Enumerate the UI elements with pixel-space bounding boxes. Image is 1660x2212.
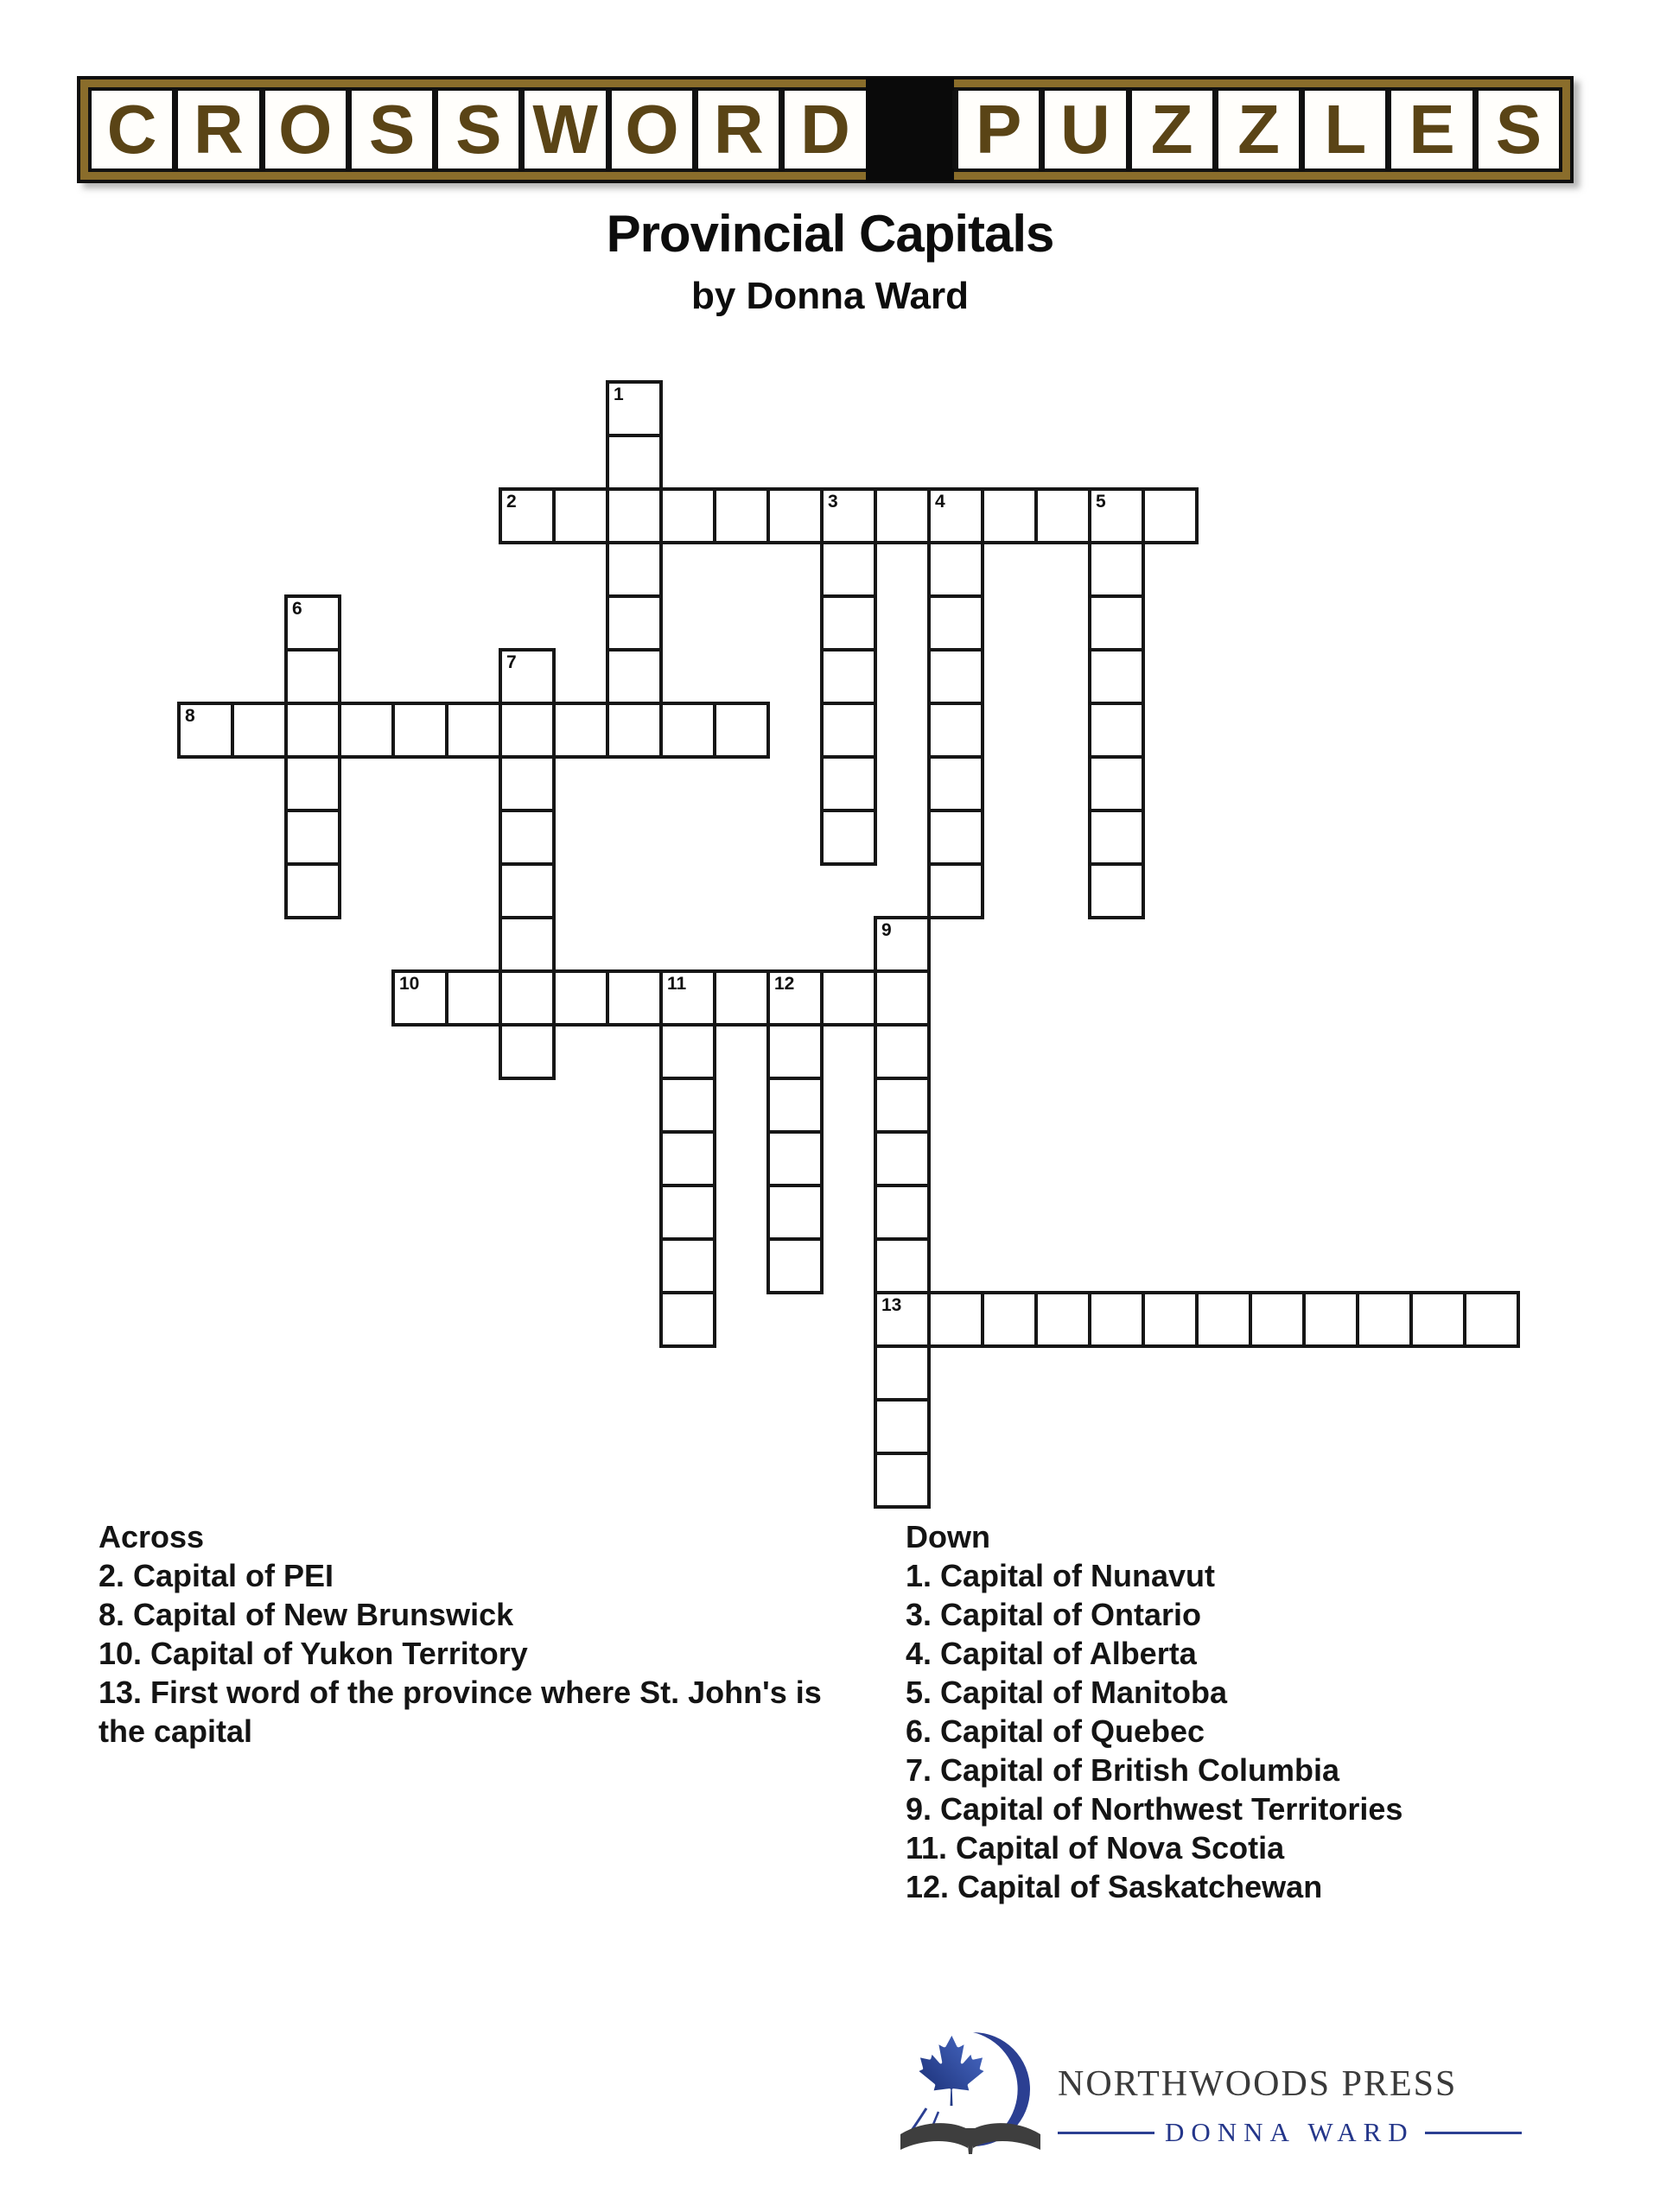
grid-cell[interactable]: [1088, 862, 1145, 919]
grid-cell[interactable]: [927, 648, 984, 705]
grid-cell[interactable]: [659, 702, 716, 759]
cell-number: 12: [774, 974, 795, 994]
grid-cell[interactable]: [713, 702, 770, 759]
grid-cell[interactable]: [659, 1077, 716, 1134]
grid-cell[interactable]: [820, 702, 877, 759]
grid-cell[interactable]: [499, 862, 556, 919]
clue-item: 7. Capital of British Columbia: [906, 1752, 1340, 1788]
grid-cell[interactable]: [874, 969, 931, 1027]
grid-cell[interactable]: [499, 809, 556, 866]
cell-number: 10: [399, 974, 420, 994]
clue-item: 3. Capital of Ontario: [906, 1597, 1202, 1632]
grid-cell[interactable]: [820, 541, 877, 598]
grid-cell[interactable]: [1088, 594, 1145, 652]
dash-rule-right: [1425, 2132, 1522, 2134]
cell-number: 3: [828, 492, 838, 512]
grid-cell[interactable]: [874, 1130, 931, 1187]
grid-cell[interactable]: [927, 862, 984, 919]
header-black-cell: [866, 91, 952, 168]
press-byline: DONNA WARD: [1165, 2117, 1415, 2147]
grid-cell[interactable]: [231, 702, 288, 759]
grid-cell[interactable]: [820, 809, 877, 866]
grid-cell[interactable]: [1088, 648, 1145, 705]
cell-number: 13: [881, 1295, 902, 1315]
down-heading: Down: [906, 1519, 990, 1554]
grid-cell[interactable]: [1034, 487, 1091, 544]
header-banner: [77, 76, 1574, 183]
grid-cell[interactable]: [445, 702, 502, 759]
cell-number: 6: [292, 599, 302, 619]
grid-cell[interactable]: [1302, 1291, 1359, 1348]
grid-cell[interactable]: [659, 1130, 716, 1187]
grid-cell[interactable]: [820, 594, 877, 652]
grid-cell[interactable]: [606, 969, 663, 1027]
grid-cell-5[interactable]: [1088, 487, 1145, 544]
grid-cell[interactable]: [874, 1184, 931, 1241]
grid-cell[interactable]: [606, 434, 663, 491]
grid-cell[interactable]: [874, 1023, 931, 1080]
grid-cell[interactable]: [766, 1130, 824, 1187]
grid-cell[interactable]: [338, 702, 395, 759]
header-letter-cell: C: [92, 91, 172, 168]
grid-cell[interactable]: [659, 1237, 716, 1294]
cell-number: 8: [185, 706, 195, 726]
grid-cell[interactable]: [606, 594, 663, 652]
grid-cell[interactable]: [927, 755, 984, 812]
header-letter-row: [88, 87, 1562, 172]
header-letter-cell: S: [432, 91, 518, 168]
clue-item: 4. Capital of Alberta: [906, 1636, 1197, 1671]
clue-item: 5. Capital of Manitoba: [906, 1675, 1228, 1710]
grid-cell[interactable]: [499, 702, 556, 759]
grid-cell-13[interactable]: [874, 1291, 931, 1348]
grid-cell[interactable]: [766, 1077, 824, 1134]
page-byline: by Donna Ward: [690, 275, 970, 317]
grid-cell[interactable]: [981, 487, 1038, 544]
grid-cell[interactable]: [391, 702, 448, 759]
press-sub-row: [1058, 2117, 1522, 2148]
grid-cell[interactable]: [552, 702, 609, 759]
grid-cell-10[interactable]: [391, 969, 448, 1027]
grid-cell[interactable]: [606, 702, 663, 759]
header-letter-cell: P: [952, 91, 1039, 168]
grid-cell[interactable]: [606, 487, 663, 544]
header-letter-cell: D: [779, 91, 865, 168]
header-letter-cell: Z: [1126, 91, 1212, 168]
grid-cell[interactable]: [1142, 1291, 1199, 1348]
maple-leaf-icon: [919, 2036, 983, 2106]
grid-cell[interactable]: [445, 969, 502, 1027]
grid-cell[interactable]: [766, 487, 824, 544]
down-clues: [906, 1517, 1631, 1906]
grid-cell[interactable]: [499, 1023, 556, 1080]
grid-cell[interactable]: [874, 487, 931, 544]
header-letter-cell: E: [1385, 91, 1472, 168]
header-letter-cell: U: [1039, 91, 1125, 168]
grid-cell[interactable]: [927, 541, 984, 598]
cell-number: 1: [614, 385, 624, 404]
clue-item: 6. Capital of Quebec: [906, 1713, 1205, 1749]
grid-cell[interactable]: [552, 487, 609, 544]
grid-cell-11[interactable]: [659, 969, 716, 1027]
header-letter-cell: S: [346, 91, 432, 168]
grid-cell[interactable]: [284, 809, 341, 866]
grid-cell[interactable]: [1195, 1291, 1252, 1348]
cell-number: 4: [935, 492, 945, 512]
across-clues: [99, 1517, 859, 1751]
cell-number: 9: [881, 920, 892, 940]
grid-cell[interactable]: [766, 1023, 824, 1080]
header-letter-cell: R: [172, 91, 258, 168]
cell-number: 5: [1096, 492, 1106, 512]
header-letter-cell: R: [692, 91, 779, 168]
header-letter-cell: O: [259, 91, 346, 168]
grid-cell-8[interactable]: [177, 702, 234, 759]
grid-cell[interactable]: [927, 594, 984, 652]
grid-cell[interactable]: [659, 1023, 716, 1080]
grid-cell[interactable]: [820, 648, 877, 705]
header-letter-cell: Z: [1212, 91, 1299, 168]
grid-cell[interactable]: [659, 1291, 716, 1348]
grid-cell[interactable]: [499, 755, 556, 812]
grid-cell[interactable]: [1034, 1291, 1091, 1348]
clue-item: 13. First word of the province where St. John's is the capital: [99, 1675, 822, 1749]
grid-cell[interactable]: [1409, 1291, 1466, 1348]
grid-cell[interactable]: [874, 1398, 931, 1455]
header-letter-cell: W: [518, 91, 605, 168]
grid-cell-12[interactable]: [766, 969, 824, 1027]
header-letter-cell: L: [1299, 91, 1385, 168]
page-title: Provincial Capitals: [606, 205, 1054, 263]
grid-cell[interactable]: [499, 969, 556, 1027]
grid-cell-2[interactable]: [499, 487, 556, 544]
dash-rule-left: [1058, 2132, 1154, 2134]
clue-item: 11. Capital of Nova Scotia: [906, 1830, 1285, 1866]
grid-cell[interactable]: [1088, 1291, 1145, 1348]
grid-cell[interactable]: [659, 1184, 716, 1241]
grid-cell-9[interactable]: [874, 916, 931, 973]
publisher-logo: [897, 2027, 1522, 2158]
grid-cell-1[interactable]: [606, 380, 663, 437]
grid-cell[interactable]: [1088, 702, 1145, 759]
clue-item: 2. Capital of PEI: [99, 1558, 334, 1593]
grid-cell[interactable]: [659, 487, 716, 544]
grid-cell-7[interactable]: [499, 648, 556, 705]
grid-cell[interactable]: [284, 755, 341, 812]
clue-item: 1. Capital of Nunavut: [906, 1558, 1216, 1593]
cell-number: 11: [667, 974, 687, 994]
grid-cell[interactable]: [1356, 1291, 1413, 1348]
grid-cell[interactable]: [1142, 487, 1199, 544]
header-letter-cell: S: [1472, 91, 1559, 168]
grid-cell[interactable]: [499, 916, 556, 973]
grid-cell[interactable]: [820, 755, 877, 812]
grid-cell[interactable]: [1088, 541, 1145, 598]
grid-cell-3[interactable]: [820, 487, 877, 544]
grid-cell[interactable]: [1088, 755, 1145, 812]
grid-cell[interactable]: [552, 969, 609, 1027]
open-book-icon: [900, 2123, 1040, 2154]
grid-cell[interactable]: [766, 1184, 824, 1241]
crossword-grid: [177, 380, 1520, 1509]
grid-cell[interactable]: [874, 1452, 931, 1509]
grid-cell[interactable]: [606, 541, 663, 598]
grid-cell-6[interactable]: [284, 594, 341, 652]
grid-cell[interactable]: [927, 702, 984, 759]
header-letter-cell: O: [606, 91, 692, 168]
grid-cell[interactable]: [1249, 1291, 1306, 1348]
grid-cell[interactable]: [713, 969, 770, 1027]
grid-cell[interactable]: [713, 487, 770, 544]
press-name: NORTHWOODS PRESS: [1058, 2064, 1458, 2104]
publisher-text: [1058, 2027, 1522, 2148]
grid-cell[interactable]: [1463, 1291, 1520, 1348]
clue-item: 8. Capital of New Brunswick: [99, 1597, 514, 1632]
grid-cell[interactable]: [1088, 809, 1145, 866]
grid-cell[interactable]: [284, 702, 341, 759]
grid-cell[interactable]: [606, 648, 663, 705]
grid-cell[interactable]: [284, 862, 341, 919]
grid-cell-4[interactable]: [927, 487, 984, 544]
clue-item: 12. Capital of Saskatchewan: [906, 1869, 1323, 1904]
grid-cell[interactable]: [766, 1237, 824, 1294]
grid-cell[interactable]: [874, 1344, 931, 1402]
grid-cell[interactable]: [981, 1291, 1038, 1348]
header-gold-frame: [80, 79, 1570, 180]
grid-cell[interactable]: [927, 809, 984, 866]
northwoods-press-icon: [897, 2027, 1044, 2158]
cell-number: 2: [506, 492, 517, 512]
down-clue-list: [906, 1556, 1631, 1906]
grid-cell[interactable]: [284, 648, 341, 705]
clue-item: 9. Capital of Northwest Territories: [906, 1791, 1403, 1827]
grid-cell[interactable]: [874, 1077, 931, 1134]
grid-cell[interactable]: [874, 1237, 931, 1294]
cell-number: 7: [506, 652, 517, 672]
grid-cell[interactable]: [927, 1291, 984, 1348]
across-heading: Across: [99, 1519, 205, 1554]
clue-item: 10. Capital of Yukon Territory: [99, 1636, 528, 1671]
across-clue-list: [99, 1556, 859, 1751]
grid-cell[interactable]: [820, 969, 877, 1027]
